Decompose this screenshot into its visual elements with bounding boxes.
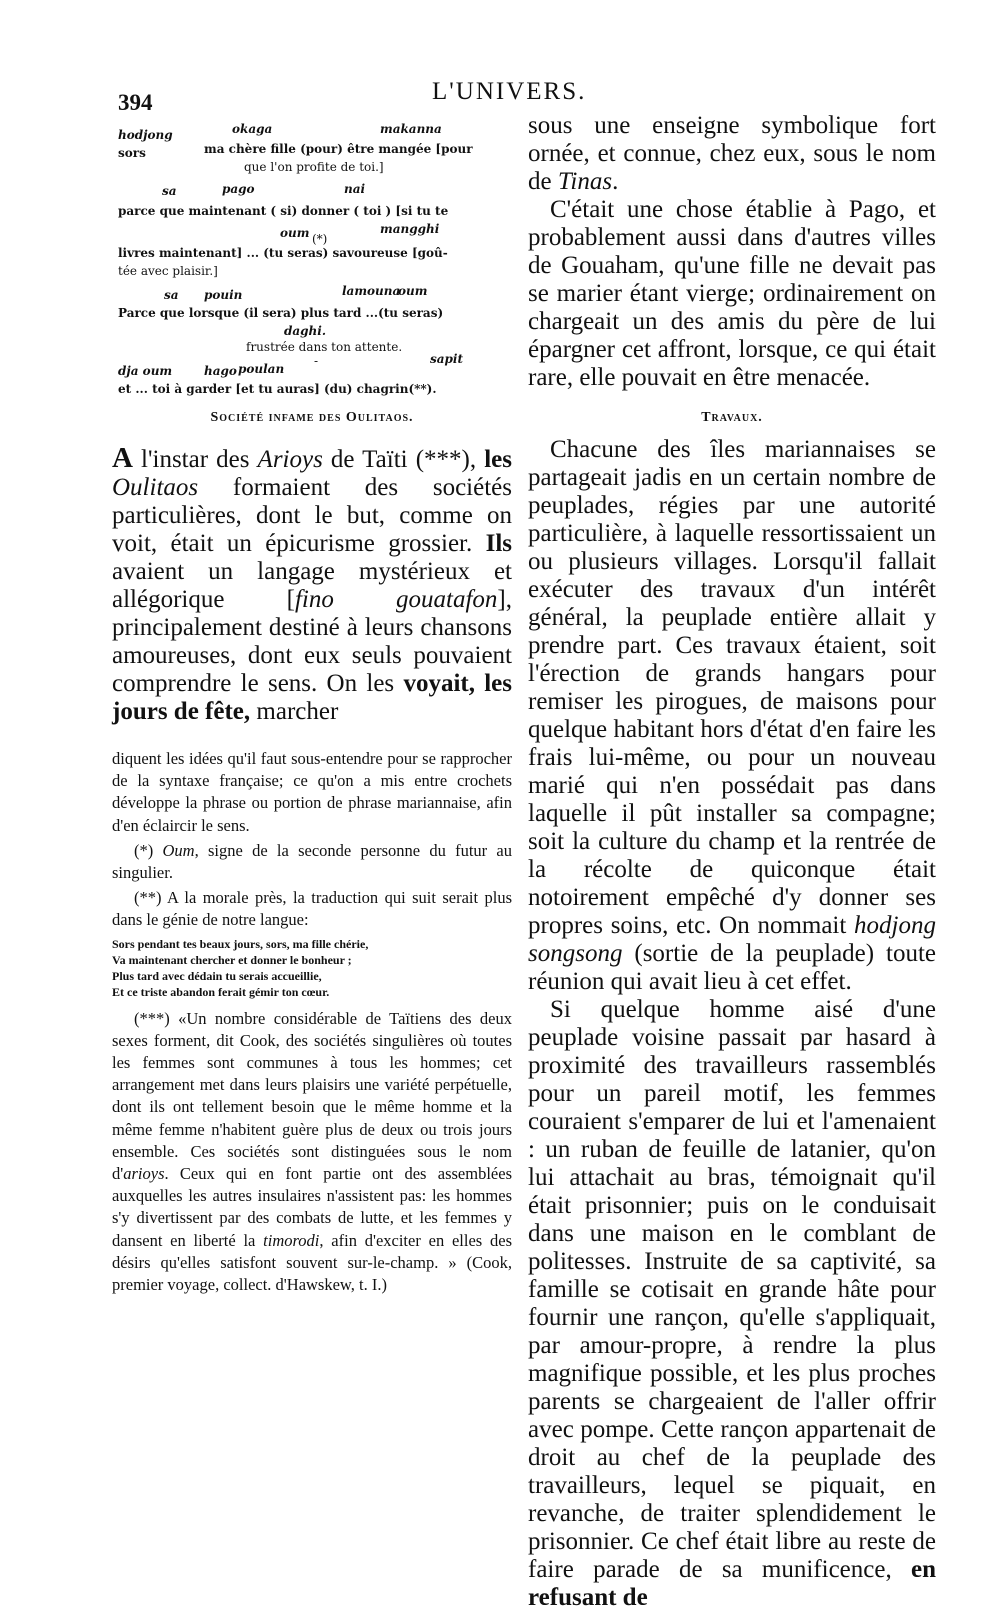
gloss-word: pouin (204, 288, 243, 302)
gloss-translation: sors (118, 146, 146, 160)
gloss-translation: ma chère fille (pour) être mangée [pour (204, 142, 473, 156)
poem-line: Va maintenant chercher et donner le bonheur ; (112, 952, 352, 967)
gloss-word: oum (280, 226, 310, 240)
text-run: , afin d'exciter en elles des désirs qu'elles satisfont souvent sur-le-champ. » (Cook, premier voyage, collect. d'Hawskew, t. I.) (112, 1230, 512, 1295)
gloss-word: sapit (430, 352, 464, 366)
poem-line: Sors pendant tes beaux jours, sors, ma fille chérie, (112, 936, 369, 951)
gloss-word: oum (398, 284, 428, 298)
gloss-word: hago (204, 364, 237, 378)
text-run-bold: voyait, les jours de fête, (112, 670, 513, 725)
text-run: sous une enseigne symbolique fort ornée, et connue, chez eux, sous le nom de (528, 112, 936, 195)
section-title-oulitaos: Société infame des Oulitaos. (210, 410, 414, 425)
text-run-bold: Ils (485, 530, 512, 557)
gloss-translation: frustrée dans ton attente. (246, 340, 403, 354)
text-run: l'instar des (132, 446, 258, 473)
text-run: Si quelque homme aisé d'une peuplade voisine passait par hasard à proximité des travailleurs rassemblés pour un pareil motif, les femmes couraient s'emparer de lui et l'amenaient : un ruban de feuille de latanier, qu'on lui attachait au bras, témoignait qu'il était prisonnier; puis on le conduisait dans une maison en le comblant de politesses. Instruite de sa captivité, sa famille se cotisait en grande hâte pour fournir une rançon, qu'elle s'appliquait, par amour-propre, à rendre la plus magnifique possible, et les plus proches parents se chargeaient de l'aller offrir avec pompe. Cette rançon appartenait de droit au chef de la peuplade des travailleurs, lequel se piquait, en revanche, de traiter splendidement le prisonnier. Ce chef était libre au reste de faire parade de sa munificence, (528, 996, 936, 1583)
paragraph-prisonnier (528, 996, 936, 1612)
text-run-italic: Oum (162, 840, 195, 860)
gloss-word: daghi. (284, 324, 327, 338)
initial-letter: A (112, 442, 133, 474)
text-run: , signe de la seconde personne du futur au singulier. (112, 840, 512, 883)
gloss-translation: que l'on profite de toi.] (244, 160, 384, 174)
footnotes (112, 748, 512, 1296)
gloss-word: mangghi (380, 222, 440, 236)
text-run-italic: Arioys (257, 446, 323, 473)
footnote-3 (112, 1008, 512, 1297)
gloss-word: dja oum (118, 364, 173, 378)
interlinear-gloss (112, 112, 512, 402)
gloss-word: lamouna (342, 284, 401, 298)
gloss-word: nai (344, 182, 366, 196)
gloss-word: poulan (238, 362, 285, 376)
gloss-word: sa (162, 184, 177, 198)
text-run: (sortie de la peuplade) toute réunion qui avait lieu à cet effet. (528, 940, 936, 995)
text-run: . Ceux qui en font partie ont des assemblées auxquelles les autres insulaires n'assistent pas: les hommes s'y divertissent par des combats de lutte, et les femmes y dansent en liberté la (112, 1164, 512, 1250)
gloss-translation: livres maintenant] ... (tu seras) savoureuse [goû- (118, 246, 448, 260)
gloss-word: (*) (312, 232, 328, 246)
gloss-translation: tée avec plaisir.] (118, 264, 218, 278)
left-column (112, 112, 512, 1299)
text-run: (***) «Un nombre considérable de Taïtiens des deux sexes forment, dit Cook, des sociétés singulières où toutes les femmes sont communes à tous les hommes; cet arrangement met dans leurs plaisirs une variété perpétuelle, dont ils ont tellement besoin que le même homme et la même femme n'habitent guère plus de deux ou trois jours ensemble. Ces sociétés sont distinguées sous le nom d' (112, 1008, 512, 1184)
text-run-italic: arioys (123, 1164, 165, 1184)
text-run: . (612, 168, 619, 195)
gloss-word: makanna (380, 122, 442, 136)
text-run: avaient un langage mystérieux et allégorique [ (112, 558, 512, 613)
gloss-word: - (314, 354, 319, 368)
footnote-2: (**) A la morale près, la traduction qui suit serait plus dans le génie de notre langue: (112, 888, 512, 930)
gloss-translation: et ... toi à garder [et tu auras] (du) chagrin(**). (118, 382, 437, 396)
text-run-italic: timorodi (263, 1230, 320, 1250)
text-run: de Taïti (***), (322, 446, 485, 473)
footnote-1 (112, 840, 512, 884)
gloss-translation: Parce que lorsque (il sera) plus tard ...(tu seras) (118, 306, 444, 320)
gloss-word: pago (222, 182, 255, 196)
text-run: (*) (134, 840, 163, 860)
text-run-bold: en refusant de (528, 1556, 936, 1611)
gloss-word: okaga (232, 122, 273, 136)
text-run: marcher (250, 698, 339, 725)
text-run-italic: Tinas (557, 168, 613, 195)
paragraph-pago: C'était une chose établie à Pago, et probablement aussi dans d'autres villes de Gouaham, qu'une fille ne devait pas se marier étant vierge; ordinairement on chargeait un des amis du père de lui épargner cet affront, lorsque, ce qui était rare, elle pouvait en être menacée. (528, 196, 936, 391)
gloss-word: hodjong (118, 128, 173, 142)
gloss-translation: parce que maintenant ( si) donner ( toi ) [si tu te (118, 204, 449, 218)
right-column (528, 112, 936, 1612)
note-intro: diquent les idées qu'il faut sous-entendre pour se rapprocher de la syntaxe française; ce qu'on a mis entre crochets développe la phrase ou portion de phrase mariannaise, afin d'en éclaircir le sens. (112, 749, 512, 835)
poem-line: Et ce triste abandon ferait gémir ton cœur. (112, 984, 330, 999)
text-run-italic: fino gouatafon (294, 586, 498, 613)
paragraph-oulitaos (112, 444, 512, 726)
poem-line: Plus tard avec dédain tu serais accueillie, (112, 968, 322, 983)
paragraph-tinas (528, 112, 936, 196)
section-title-travaux: Travaux. (701, 410, 763, 425)
text-run: ], principalement destiné à leurs chansons amoureuses, dont eux seuls pouvaient comprendre le sens. On les (112, 586, 512, 697)
page-number: 394 (118, 90, 153, 115)
text-run-bold: les (484, 446, 512, 473)
text-run-italic: hodjong songsong (528, 912, 936, 967)
poem (112, 936, 512, 1000)
text-run: Chacune des îles mariannaises se partageait jadis en un certain nombre de peuplades, régies par une autorité particulière, à laquelle ressortissaient un ou plusieurs villages. Lorsqu'il fallait exécuter des travaux d'un intérêt général, la peuplade entière allait y prendre part. Ces travaux étaient, soit l'érection de grands hangars pour remiser les pirogues, de maisons pour quelque habitant hors d'état d'en faire les frais lui-même, ou pour un nouveau marié qui n'en possédait pas dans laquelle il pût installer sa compagne; soit la culture du champ et la rentrée de la récolte de quiconque était notoirement empêché d'y donner ses propres soins, etc. On nommait (528, 436, 936, 939)
paragraph-travaux (528, 436, 936, 996)
text-run: formaient des sociétés particulières, dont le but, comme on voit, était un épicurisme grossier. (112, 474, 512, 557)
page-header (110, 74, 940, 114)
running-title: L'UNIVERS. (432, 78, 587, 105)
text-run-italic: Oulitaos (112, 474, 199, 501)
gloss-word: sa (164, 288, 179, 302)
